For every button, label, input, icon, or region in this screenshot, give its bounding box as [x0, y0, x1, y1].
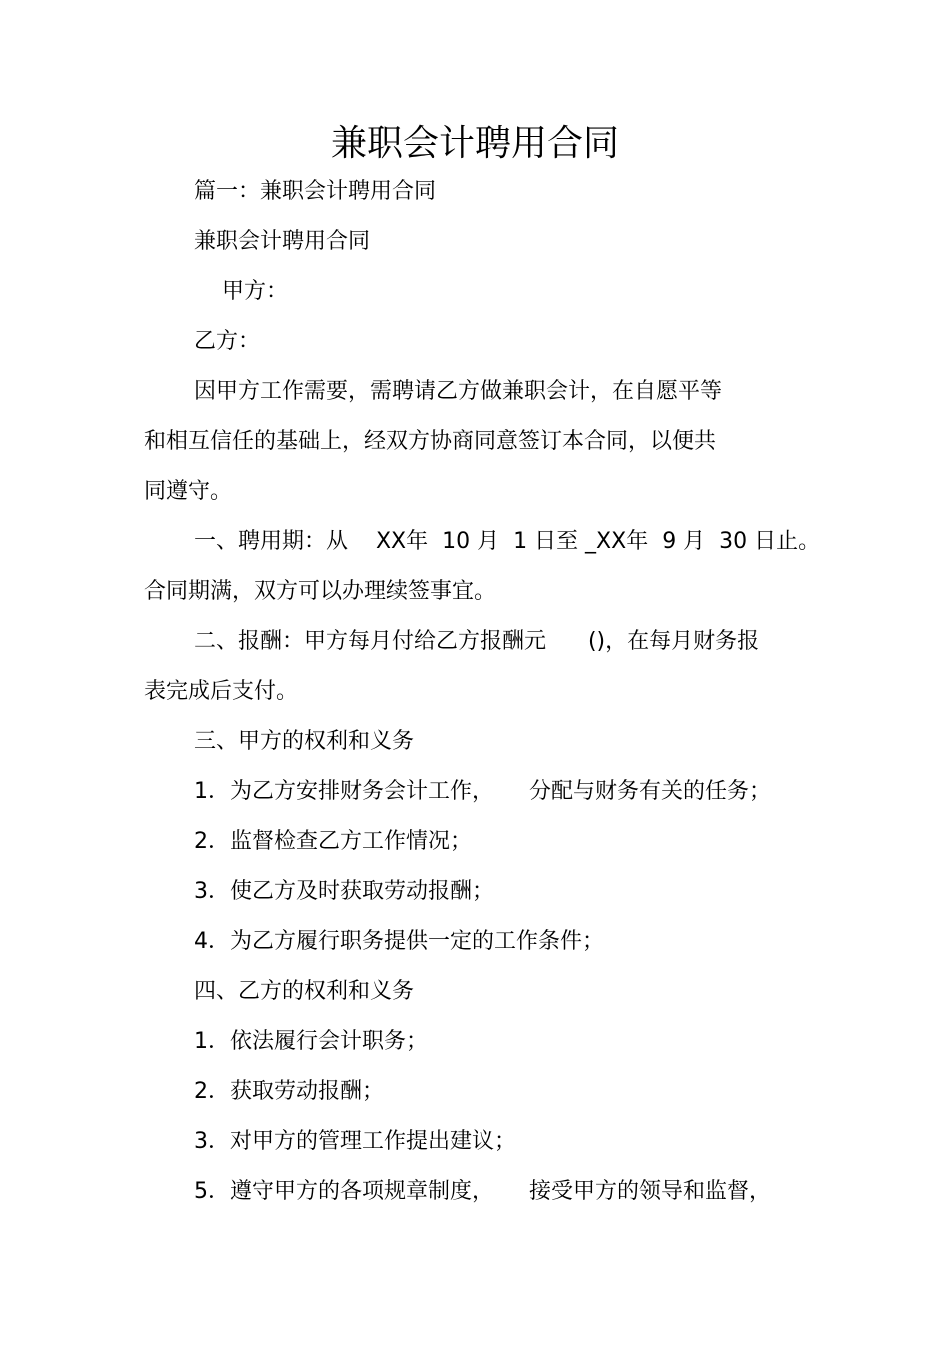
contract-subtitle: 兼职会计聘用合同 — [194, 229, 371, 254]
paragraph-line: 合同期满，双方可以办理续签事宜。 — [144, 579, 497, 604]
list-item: 2．监督检查乙方工作情况； — [194, 829, 472, 854]
list-item: 2．获取劳动报酬； — [194, 1079, 384, 1104]
list-item: 1．为乙方安排财务会计工作， 分配与财务有关的任务； — [194, 779, 771, 804]
clause-remuneration: 二、报酬：甲方每月付给乙方报酬元 ()，在每月财务报 — [194, 629, 760, 654]
list-item: 3．对甲方的管理工作提出建议； — [194, 1129, 516, 1154]
clause-party-b-rights: 四、乙方的权利和义务 — [194, 979, 415, 1004]
clause-term: 一、聘用期：从 XX年 10 月 1 日至 _XX年 9 月 30 日止。 — [194, 529, 821, 554]
section-heading: 篇一：兼职会计聘用合同 — [194, 179, 437, 204]
clause-party-a-rights: 三、甲方的权利和义务 — [194, 729, 415, 754]
paragraph-line: 因甲方工作需要，需聘请乙方做兼职会计，在自愿平等 — [194, 379, 723, 404]
list-item: 3．使乙方及时获取劳动报酬； — [194, 879, 494, 904]
paragraph-line: 同遵守。 — [144, 479, 233, 504]
paragraph-line: 表完成后支付。 — [144, 679, 299, 704]
list-item: 1．依法履行会计职务； — [194, 1029, 428, 1054]
list-item: 4．为乙方履行职务提供一定的工作条件； — [194, 929, 604, 954]
page-title: 兼职会计聘用合同 — [330, 123, 619, 164]
party-a-label: 甲方： — [222, 279, 289, 304]
paragraph-line: 和相互信任的基础上，经双方协商同意签订本合同，以便共 — [144, 429, 717, 454]
list-item: 5．遵守甲方的各项规章制度， 接受甲方的领导和监督， — [194, 1179, 771, 1204]
party-b-label: 乙方： — [194, 329, 261, 354]
